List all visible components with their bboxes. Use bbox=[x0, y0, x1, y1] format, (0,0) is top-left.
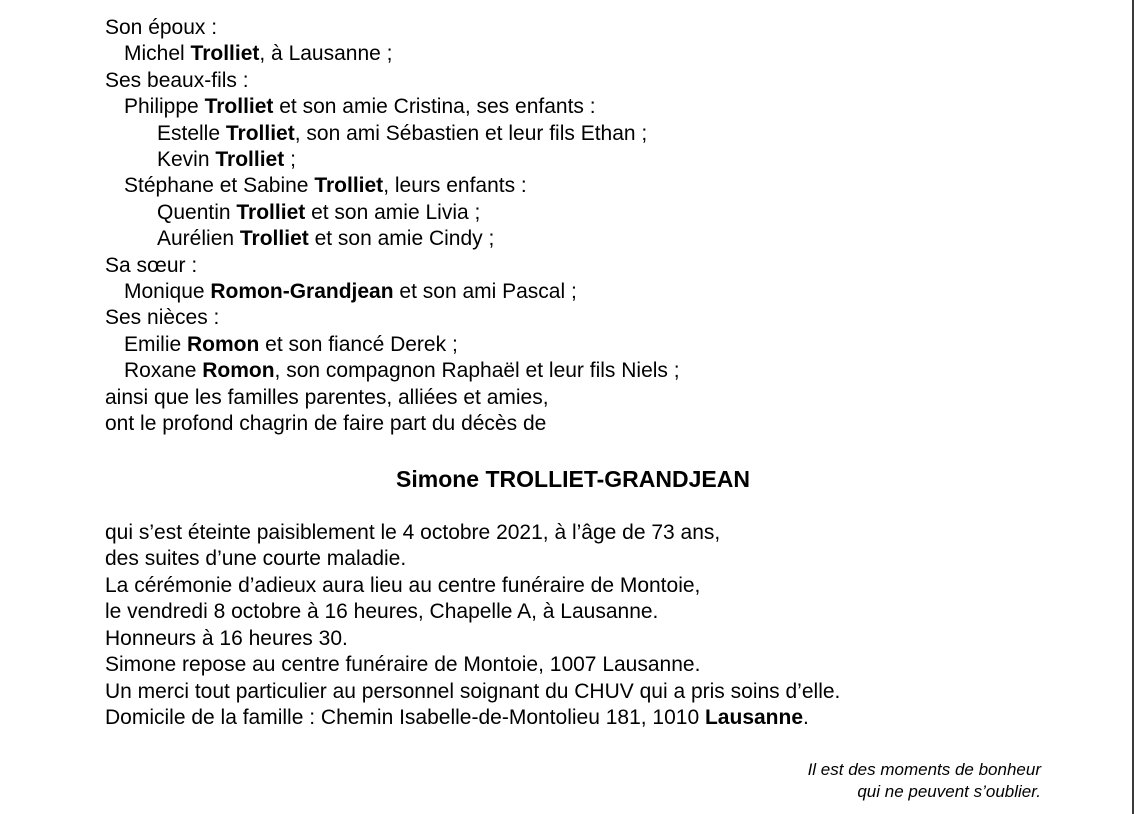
sister-label: Sa sœur : bbox=[105, 254, 198, 277]
sister-line: Monique Romon-Grandjean et son ami Pascal ; bbox=[124, 280, 577, 303]
niece-line: Roxane Romon, son compagnon Raphaël et leur fils Niels ; bbox=[124, 359, 680, 382]
detail-line: Honneurs à 16 heures 30. bbox=[105, 627, 348, 650]
family-address-line: Domicile de la famille : Chemin Isabelle-de-Montolieu 181, 1010 Lausanne. bbox=[105, 706, 809, 729]
detail-line: Un merci tout particulier au personnel soignant du CHUV qui a pris soins d’elle. bbox=[105, 680, 841, 703]
detail-line: le vendredi 8 octobre à 16 heures, Chapelle A, à Lausanne. bbox=[105, 600, 659, 623]
stepson-line: Philippe Trolliet et son amie Cristina, ses enfants : bbox=[124, 95, 596, 118]
motto-line: qui ne peuvent s’oublier. bbox=[857, 782, 1041, 801]
detail-line: qui s’est éteinte paisiblement le 4 octobre 2021, à l’âge de 73 ans, bbox=[105, 521, 721, 544]
spouse-label: Son époux : bbox=[105, 16, 218, 39]
stepsons-label: Ses beaux-fils : bbox=[105, 69, 249, 92]
deceased-name: Simone TROLLIET-GRANDJEAN bbox=[396, 466, 750, 492]
detail-line: des suites d’une courte maladie. bbox=[105, 547, 407, 570]
grandchild-line: Aurélien Trolliet et son amie Cindy ; bbox=[157, 227, 495, 250]
closing-line: ainsi que les familles parentes, alliées et amies, bbox=[105, 386, 549, 409]
motto-line: Il est des moments de bonheur bbox=[807, 760, 1041, 779]
closing-line: ont le profond chagrin de faire part du décès de bbox=[105, 412, 547, 435]
detail-line: La cérémonie d’adieux aura lieu au centre funéraire de Montoie, bbox=[105, 574, 701, 597]
niece-line: Emilie Romon et son fiancé Derek ; bbox=[124, 333, 458, 356]
nieces-label: Ses nièces : bbox=[105, 306, 220, 329]
spouse-line: Michel Trolliet, à Lausanne ; bbox=[124, 42, 393, 65]
grandchild-line: Quentin Trolliet et son amie Livia ; bbox=[157, 201, 481, 224]
stepson-line: Stéphane et Sabine Trolliet, leurs enfants : bbox=[124, 174, 527, 197]
detail-line: Simone repose au centre funéraire de Montoie, 1007 Lausanne. bbox=[105, 653, 701, 676]
grandchild-line: Kevin Trolliet ; bbox=[157, 148, 296, 171]
grandchild-line: Estelle Trolliet, son ami Sébastien et leur fils Ethan ; bbox=[157, 122, 648, 145]
